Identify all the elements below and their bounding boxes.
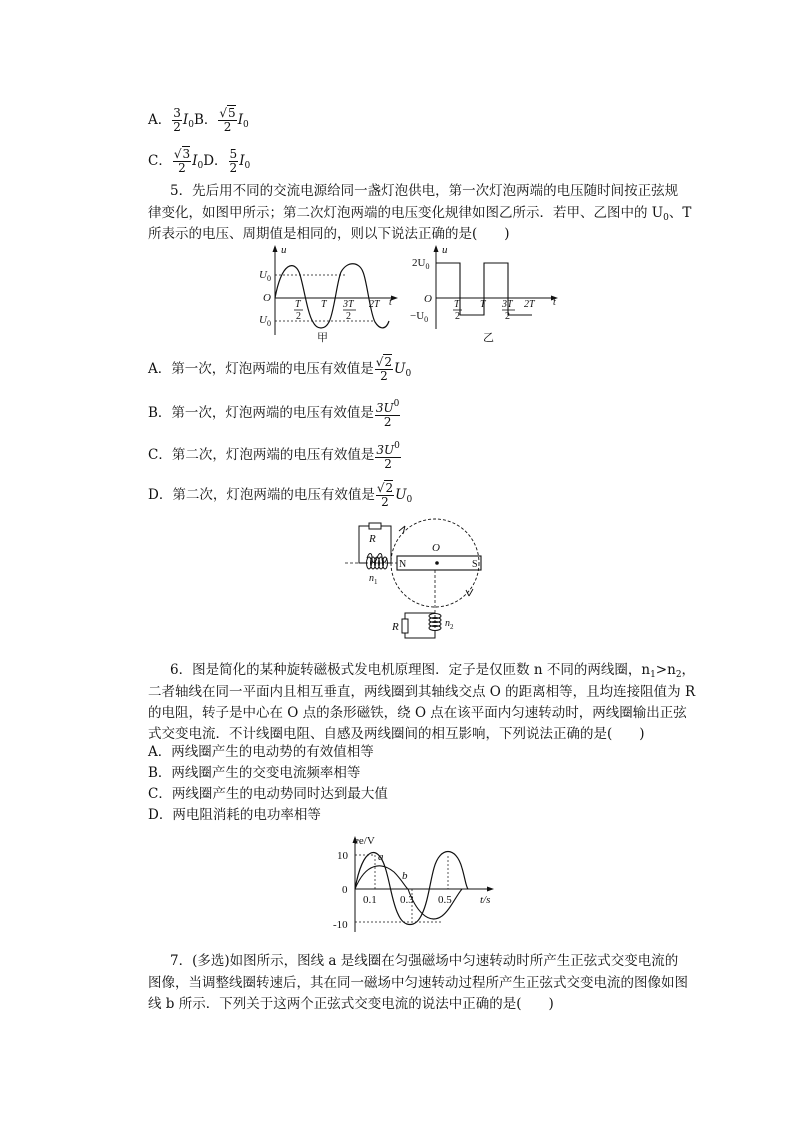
yi-3t2-den: 2 bbox=[505, 311, 510, 322]
q7-line2: 图像，当调整线圈转速后，其在同一磁场中匀速转动过程所产生正弦式交变电流的图像如图 bbox=[148, 975, 688, 991]
yi-t-half-num: T bbox=[454, 299, 460, 310]
yi-caption: 乙 bbox=[483, 332, 494, 344]
q5-line2: 律变化，如图甲所示；第二次灯泡两端的电压变化规律如图乙所示．若甲、乙图中的 $U_0$、T bbox=[148, 205, 692, 223]
q5-option-c: C．第二次，灯泡两端的电压有效值是 $\frac{3U^0}{2}$ bbox=[148, 441, 400, 471]
q7-curve-a-label: a bbox=[378, 851, 384, 863]
jia-2t-label: 2T bbox=[369, 299, 380, 310]
q7-ylabel: ee/V bbox=[354, 835, 375, 847]
q6-option-d: D．两电阻消耗的电功率相等 bbox=[148, 807, 321, 823]
jia-u0-label: $U_0$ bbox=[259, 269, 271, 283]
q5-option-a: A．第一次，灯泡两端的电压有效值是 $\frac{√2}{2}$ $U_0$ bbox=[148, 355, 412, 383]
q5-option-d: D．第二次，灯泡两端的电压有效值是 $\frac{√2}{2}$ $U_0$ bbox=[148, 481, 413, 509]
q6-line4: 式交变电流．不计线圈电阻、自感及两线圈间的相互影响，下列说法正确的是( ) bbox=[148, 726, 645, 742]
jia-u-label: u bbox=[281, 244, 287, 256]
q7-curve-b-label: b bbox=[402, 870, 408, 882]
q7-line1: 7．(多选)如图所示，图线 a 是线圈在匀强磁场中匀速转动时所产生正弦式交变电流的 bbox=[170, 953, 679, 969]
gen-n1-label: $n_1$ bbox=[369, 573, 378, 586]
figure-jia bbox=[255, 243, 405, 343]
yi-t-half-den: 2 bbox=[455, 311, 460, 322]
yi-neg-u0-label: $-U_0$ bbox=[410, 310, 429, 324]
q4-option-cd: C． $\frac{√3}{2}$ $I_0D$． $\frac{5}{2}$ $I_0$ bbox=[148, 147, 251, 175]
q7-line3: 线 b 所示．下列关于这两个正弦式交变电流的说法中正确的是( ) bbox=[148, 996, 554, 1012]
q7-x05-label: 0.5 bbox=[438, 894, 452, 906]
gen-o-label: O bbox=[432, 542, 440, 554]
yi-t-label: T bbox=[480, 299, 486, 310]
yi-2t-label: 2T bbox=[524, 299, 535, 310]
gen-r2-label: R bbox=[392, 621, 399, 633]
magnet-n-label: N bbox=[399, 559, 407, 570]
magnet-s-label: S bbox=[472, 559, 478, 570]
q7-yneg10-label: -10 bbox=[333, 919, 348, 931]
q5-line1: 5．先后用不同的交流电源给同一盏灯泡供电，第一次灯泡两端的电压随时间按正弦规 bbox=[170, 183, 679, 199]
q5-line3: 所表示的电压、周期值是相同的，则以下说法正确的是( ) bbox=[148, 226, 510, 242]
yi-origin-label: O bbox=[424, 293, 432, 305]
gen-n2-label: $n_2$ bbox=[445, 618, 454, 631]
yi-3t2-num: 3T bbox=[502, 299, 513, 310]
q7-y10-label: 10 bbox=[337, 850, 348, 862]
jia-neg-u0-label: $U_0$ bbox=[259, 314, 271, 328]
q6-option-a: A．两线圈产生的电动势的有效值相等 bbox=[148, 744, 374, 760]
q7-xlabel: t/s bbox=[480, 894, 491, 906]
q4-option-ab: A． $\frac{3}{2}$ $I_0B$． $\frac{√5}{2}$ $I_0$ bbox=[148, 106, 249, 134]
jia-caption: 甲 bbox=[317, 332, 328, 344]
q5-option-b: B．第一次，灯泡两端的电压有效值是 $\frac{3U^0}{2}$ bbox=[148, 399, 400, 429]
gen-r1-label: R bbox=[369, 533, 376, 545]
jia-t-half-num: T bbox=[295, 299, 301, 310]
yi-u-label: u bbox=[442, 244, 448, 256]
q6-option-c: C．两线圈产生的电动势同时达到最大值 bbox=[148, 786, 388, 802]
jia-t-label: T bbox=[321, 299, 327, 310]
q7-x01-label: 0.1 bbox=[363, 894, 377, 906]
jia-3t2-den: 2 bbox=[346, 311, 351, 322]
q6-line1: 6．图是简化的某种旋转磁极式发电机原理图．定子是仅匝数 n 不同的两线圈，$n_1>n_2$， bbox=[170, 662, 696, 680]
jia-origin-label: O bbox=[263, 292, 271, 304]
yi-2u0-label: $2U_0$ bbox=[412, 257, 430, 271]
jia-t-axis-label: t bbox=[389, 297, 392, 308]
figure-yi bbox=[410, 243, 570, 343]
jia-3t2-num: 3T bbox=[343, 299, 354, 310]
q7-x03-label: 0.3 bbox=[400, 894, 414, 906]
yi-t-axis-label: t bbox=[553, 297, 556, 308]
q6-option-b: B．两线圈产生的交变电流频率相等 bbox=[148, 765, 361, 781]
q6-line2: 二者轴线在同一平面内且相互垂直，两线圈到其轴线交点 O 的距离相等，且均连接阻值为 R bbox=[148, 684, 696, 700]
figure-generator bbox=[345, 518, 495, 643]
q7-y0-label: 0 bbox=[342, 884, 348, 896]
jia-t-half-den: 2 bbox=[296, 311, 301, 322]
q6-line3: 的电阻，转子是中心在 O 点的条形磁铁，绕 O 点在该平面内匀速转动时，两线圈输出正弦 bbox=[148, 705, 687, 721]
figure-q7-graph bbox=[330, 832, 505, 937]
